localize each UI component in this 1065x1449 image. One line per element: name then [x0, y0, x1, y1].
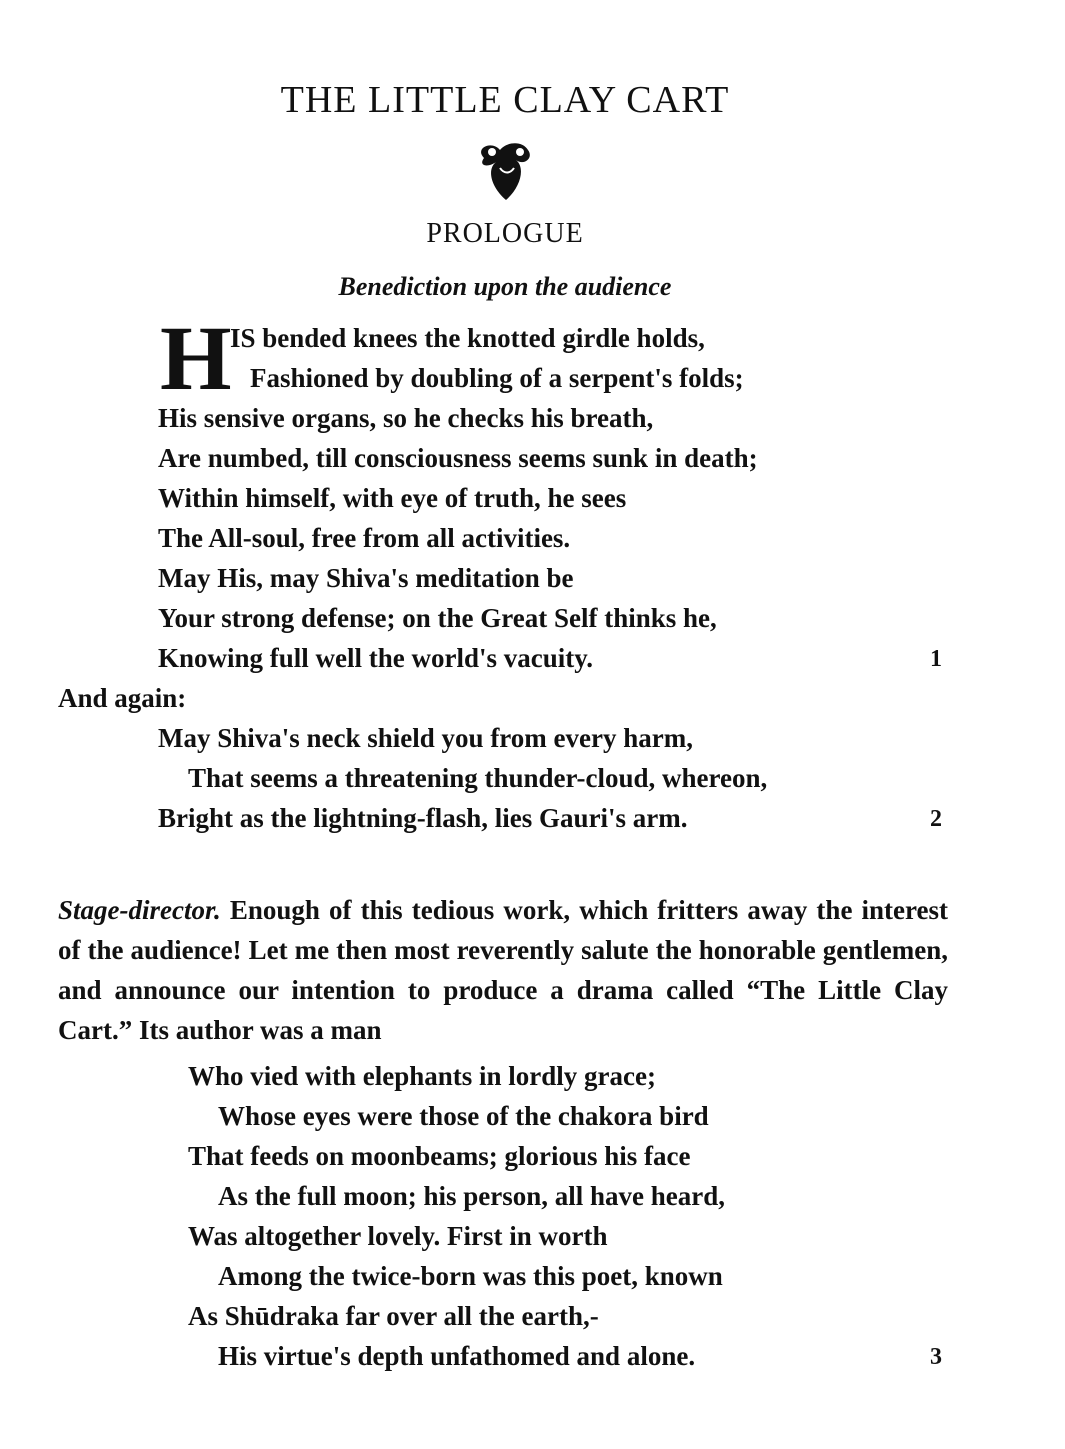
stanza-number: 2 — [930, 806, 942, 832]
stanza-number: 3 — [930, 1344, 942, 1370]
verse-line: Fashioned by doubling of a serpent's folds; — [250, 363, 744, 393]
verse-line: As the full moon; his person, all have heard, — [218, 1181, 726, 1211]
section-heading: PROLOGUE — [426, 218, 584, 249]
prose-text: Enough of this tedious work, which fritters away the interest of the audience! Let me then most reverently salute the honorable gentlemen, and announce our intention to produce a drama called “The Little Clay Cart.” Its author was a man — [58, 895, 948, 1045]
verse-line: Within himself, with eye of truth, he sees — [158, 483, 627, 513]
verse-line: His sensive organs, so he checks his breath, — [158, 403, 654, 433]
verse-line: Are numbed, till consciousness seems sunk in death; — [158, 443, 758, 473]
verse-line: His virtue's depth unfathomed and alone. — [218, 1341, 696, 1371]
speaker-name: Stage-director. — [58, 895, 221, 925]
verse-line: Whose eyes were those of the chakora bird — [218, 1101, 709, 1131]
verse-line: The All-soul, free from all activities. — [158, 523, 571, 553]
and-again-label: And again: — [58, 683, 187, 713]
page-title: THE LITTLE CLAY CART — [280, 79, 730, 121]
fleuron-ornament-icon — [470, 138, 542, 204]
verse-line: Was altogether lovely. First in worth — [188, 1221, 608, 1251]
verse-line: May His, may Shiva's meditation be — [158, 563, 574, 593]
verse-line: Among the twice-born was this poet, known — [218, 1261, 723, 1291]
stanza-number: 1 — [930, 646, 942, 672]
verse-line: May Shiva's neck shield you from every harm, — [158, 723, 693, 753]
drop-cap: H — [160, 307, 232, 409]
verse-line: IS bended knees the knotted girdle holds, — [230, 323, 705, 353]
verse-line: Bright as the lightning-flash, lies Gauri's arm. — [158, 803, 688, 833]
subheading: Benediction upon the audience — [338, 272, 672, 301]
verse-line: Your strong defense; on the Great Self thinks he, — [158, 603, 717, 633]
verse-line: That feeds on moonbeams; glorious his face — [188, 1141, 691, 1171]
prose-paragraph — [58, 890, 948, 1050]
verse-line: Who vied with elephants in lordly grace; — [188, 1061, 657, 1091]
verse-line: That seems a threatening thunder-cloud, whereon, — [188, 763, 768, 793]
verse-line: Knowing full well the world's vacuity. — [158, 643, 594, 673]
verse-line: As Shūdraka far over all the earth,- — [188, 1301, 599, 1331]
